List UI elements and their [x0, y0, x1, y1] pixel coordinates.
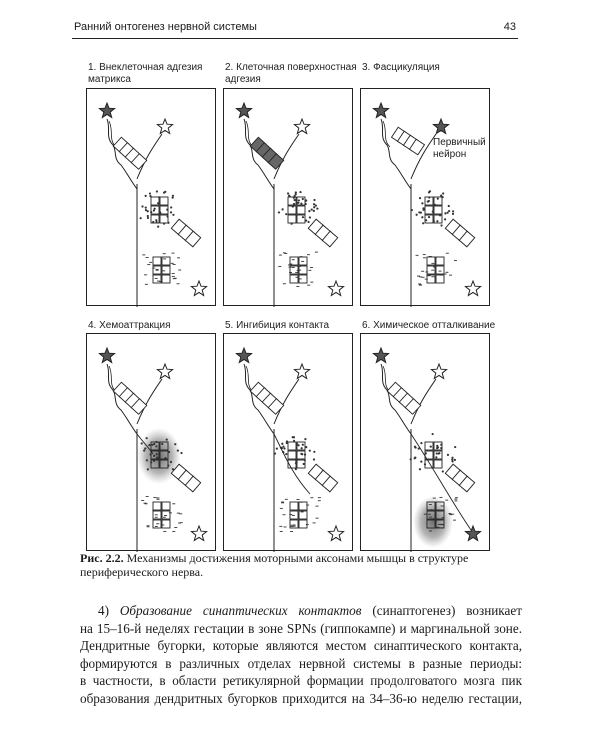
target-neuron-star — [191, 526, 206, 541]
molecule-dot — [143, 449, 145, 451]
molecule-dot — [180, 452, 182, 454]
target-cell — [299, 520, 307, 528]
figure-panel-4 — [86, 333, 216, 551]
panel-2-diagram — [224, 89, 354, 307]
molecule-dot — [436, 452, 438, 454]
molecule-dot — [170, 461, 172, 463]
molecule-dot — [163, 449, 165, 451]
lower-matrix-chain — [308, 219, 337, 247]
molecule-dot — [147, 215, 149, 217]
target-cell — [436, 266, 444, 274]
panel-1-diagram — [87, 89, 217, 307]
molecule-dot — [157, 202, 159, 204]
molecule-dot — [420, 212, 422, 214]
target-cell — [434, 451, 442, 459]
molecule-dot — [170, 211, 172, 213]
molecule-dot — [156, 190, 158, 192]
molecule-dot — [172, 195, 174, 197]
muscle-block-lower — [153, 257, 170, 283]
molecule-dot — [442, 470, 444, 472]
molecule-dot — [428, 216, 430, 218]
molecule-dot — [158, 460, 160, 462]
molecule-dot — [168, 451, 170, 453]
molecule-dot — [174, 443, 176, 445]
molecule-dot — [451, 458, 453, 460]
molecule-dot — [145, 206, 147, 208]
molecule-dot — [430, 445, 432, 447]
molecule-dot — [438, 452, 440, 454]
molecule-dot — [302, 444, 304, 446]
molecule-dot — [166, 209, 168, 211]
molecule-dot — [159, 212, 161, 214]
panel-4-diagram — [87, 334, 217, 552]
molecule-dot — [454, 446, 456, 448]
molecule-dot — [172, 214, 174, 216]
molecule-dot — [140, 217, 142, 219]
molecule-dot — [448, 205, 450, 207]
molecule-dot — [146, 437, 148, 439]
target-cell — [436, 257, 444, 265]
molecule-dot — [287, 192, 289, 194]
molecule-dot — [153, 460, 155, 462]
target-cell — [427, 257, 435, 265]
molecule-dot — [451, 457, 453, 459]
panel-5-diagram — [224, 334, 354, 552]
molecule-dot — [144, 447, 146, 449]
molecule-dot — [163, 223, 165, 225]
panel-label-3: 3. Фасцикуляция — [362, 62, 440, 73]
molecule-dot — [414, 457, 416, 459]
molecule-dot — [422, 209, 424, 211]
target-cell — [425, 442, 433, 450]
molecule-dot — [305, 199, 307, 201]
molecule-dot — [164, 457, 166, 459]
molecule-dot — [305, 203, 307, 205]
adhesion-molecules — [140, 190, 175, 227]
molecule-dot — [446, 212, 448, 214]
molecule-dot — [428, 196, 430, 198]
molecule-dot — [153, 209, 155, 211]
figure-panel-6 — [360, 333, 490, 551]
target-neuron-star — [328, 281, 343, 296]
molecule-dot — [285, 213, 287, 215]
molecule-dot — [149, 195, 151, 197]
molecule-dot — [153, 455, 155, 457]
figure-panel-2 — [223, 88, 353, 306]
target-cell — [151, 206, 159, 214]
molecule-dot — [436, 220, 438, 222]
target-cell — [297, 215, 305, 223]
target-cell — [288, 451, 296, 459]
molecule-dot — [439, 214, 441, 216]
molecule-dot — [432, 210, 434, 212]
molecule-dot — [421, 216, 423, 218]
muscle-block-upper — [288, 197, 305, 223]
molecule-dot — [436, 445, 438, 447]
lower-matrix-chain — [445, 464, 474, 492]
molecule-dot — [293, 440, 295, 442]
extracellular-matrix-chain — [113, 382, 146, 414]
molecule-dot — [167, 222, 169, 224]
running-header — [72, 18, 518, 39]
list-number: 4) — [98, 603, 120, 618]
figure-panel-3 — [360, 88, 490, 306]
molecule-dot — [304, 438, 306, 440]
molecule-dot — [161, 449, 163, 451]
motor-axon-branch — [246, 366, 253, 392]
target-cell — [434, 460, 442, 468]
muscle-block-upper — [425, 442, 442, 468]
molecule-dot — [433, 220, 435, 222]
molecule-dot — [419, 197, 421, 199]
molecule-dot — [153, 443, 155, 445]
target-cell — [290, 511, 298, 519]
molecule-dot — [155, 445, 157, 447]
target-cell — [162, 520, 170, 528]
molecule-dot — [451, 460, 453, 462]
adhesion-molecules — [274, 436, 316, 470]
molecule-dot — [313, 206, 315, 208]
figure-caption — [80, 551, 520, 579]
motor-neuron-star — [236, 103, 251, 118]
molecule-dot — [166, 213, 168, 215]
molecule-dot — [166, 215, 168, 217]
molecule-dot — [301, 447, 303, 449]
target-cell — [288, 442, 296, 450]
motor-neuron-star — [373, 103, 388, 118]
sensory-neuron-star — [431, 364, 446, 379]
adhesion-molecules — [278, 191, 319, 225]
molecule-dot — [454, 459, 456, 461]
target-neuron-star — [328, 526, 343, 541]
molecule-dot — [149, 192, 151, 194]
molecule-dot — [437, 198, 439, 200]
molecule-dot — [313, 458, 315, 460]
molecule-dot — [295, 468, 297, 470]
molecule-dot — [432, 446, 434, 448]
molecule-dot — [427, 201, 429, 203]
molecule-dot — [436, 447, 438, 449]
molecule-dot — [309, 216, 311, 218]
sensory-neuron-star — [294, 364, 309, 379]
molecule-dot — [448, 210, 450, 212]
molecule-dot — [440, 224, 442, 226]
target-cell — [162, 511, 170, 519]
lower-matrix-chain — [171, 219, 200, 247]
figure-caption-text: Механизмы достижения моторными аксонами мышцы в структуре периферического нерва. — [80, 551, 469, 579]
molecule-dot — [158, 196, 160, 198]
molecule-dot — [452, 213, 454, 215]
molecule-dot — [141, 205, 143, 207]
molecule-dot — [295, 459, 297, 461]
paragraph-line-1 — [80, 602, 522, 620]
molecule-dot — [425, 219, 427, 221]
target-cell — [153, 502, 161, 510]
paragraph-line-1-rest: (синаптогенез) возникает — [361, 603, 522, 618]
molecule-dot — [274, 452, 276, 454]
motor-axon-branch — [383, 121, 390, 147]
target-neuron-star — [191, 281, 206, 296]
molecule-dot — [302, 198, 304, 200]
molecule-dot — [167, 465, 169, 467]
primary-neuron-label: Первичный нейрон — [433, 137, 486, 160]
molecule-dot — [419, 468, 421, 470]
molecule-dot — [435, 456, 437, 458]
extracellular-matrix-chain — [387, 382, 420, 414]
molecule-dot — [150, 453, 152, 455]
figure-panel-1 — [86, 88, 216, 306]
molecule-dot — [309, 450, 311, 452]
molecule-dot — [145, 195, 147, 197]
molecule-dot — [307, 221, 309, 223]
molecule-dot — [442, 192, 444, 194]
molecule-dot — [292, 205, 294, 207]
molecule-dot — [300, 453, 302, 455]
chemorepellent-cloud — [413, 496, 453, 548]
target-neuron-star — [465, 526, 480, 541]
motor-axon-branch — [383, 366, 390, 392]
molecule-dot — [420, 442, 422, 444]
fasciculation-chain — [392, 127, 425, 155]
molecule-dot — [432, 433, 434, 435]
molecule-dot — [416, 214, 418, 216]
molecule-dot — [425, 452, 427, 454]
muscle-block-lower — [427, 257, 444, 283]
molecule-dot — [298, 199, 300, 201]
target-cell — [162, 502, 170, 510]
molecule-dot — [410, 458, 412, 460]
molecule-dot — [276, 448, 278, 450]
panel-label-1: 1. Внеклеточная адгезия матрикса — [88, 62, 203, 85]
molecule-dot — [158, 214, 160, 216]
molecule-dot — [442, 196, 444, 198]
lower-matrix-chain — [171, 464, 200, 492]
target-cell — [290, 275, 298, 283]
molecule-dot — [293, 203, 295, 205]
sensory-neuron-star — [157, 364, 172, 379]
molecule-dot — [164, 191, 166, 193]
paragraph-line-4: формируются в различных отделах нервной системы в разные периоды: — [80, 655, 522, 671]
molecule-dot — [289, 195, 291, 197]
molecule-dot — [145, 209, 147, 211]
paragraph-line-3: Дендритные бугорки, которые являются местом синаптического контакта, — [80, 638, 522, 654]
molecule-dot — [311, 208, 313, 210]
target-cell — [162, 275, 170, 283]
molecule-dot — [411, 209, 413, 211]
figure-caption-label: Рис. 2.2. — [80, 551, 124, 565]
molecule-dot — [293, 197, 295, 199]
molecule-dot — [278, 211, 280, 213]
lower-matrix-chain — [445, 219, 474, 247]
figure-panel-5 — [223, 333, 353, 551]
molecule-dot — [304, 459, 306, 461]
sensory-neuron-star — [294, 119, 309, 134]
molecule-dot — [147, 217, 149, 219]
molecule-dot — [150, 211, 152, 213]
primary-neuron-star — [433, 119, 448, 134]
molecule-dot — [315, 204, 317, 206]
molecule-dot — [308, 210, 310, 212]
motor-neuron-star — [373, 348, 388, 363]
molecule-dot — [428, 191, 430, 193]
paragraph-line-6: образования дендритных бугорков приходится на 34–36-ю неделю гестации, — [80, 690, 522, 706]
molecule-dot — [422, 222, 424, 224]
panel-3-diagram — [361, 89, 491, 307]
molecule-dot — [282, 208, 284, 210]
molecule-dot — [304, 454, 306, 456]
panel-label-2: 2. Клеточная поверхностная адгезия — [225, 62, 357, 85]
muscle-block-lower — [290, 502, 307, 528]
target-cell — [290, 502, 298, 510]
panel-label-6: 6. Химическое отталкивание — [362, 320, 496, 331]
adhesion-molecules — [411, 190, 454, 226]
paragraph-line-2: на 15–16-й неделях гестации в зоне SPNs (гиппокампе) и маргинальной зоне. — [80, 620, 522, 636]
molecule-dot — [440, 444, 442, 446]
adhesion-cell-chain — [250, 137, 283, 169]
molecule-dot — [146, 459, 148, 461]
molecule-dot — [170, 206, 172, 208]
motor-axon-branch — [109, 366, 116, 392]
molecule-dot — [313, 199, 315, 201]
target-cell — [434, 206, 442, 214]
extracellular-matrix-chain — [250, 382, 283, 414]
molecule-dot — [294, 199, 296, 201]
target-cell — [162, 266, 170, 274]
molecule-dot — [283, 447, 285, 449]
extracellular-matrix-chain — [113, 137, 146, 169]
molecule-dot — [434, 204, 436, 206]
molecule-dot — [444, 218, 446, 220]
molecule-dot — [281, 443, 283, 445]
molecule-dot — [177, 449, 179, 451]
motor-neuron-star — [99, 103, 114, 118]
motor-axon-branch — [109, 121, 116, 147]
molecule-dot — [300, 203, 302, 205]
molecule-dot — [313, 203, 315, 205]
panel-label-4: 4. Хемоаттракция — [88, 320, 171, 331]
molecule-dot — [299, 191, 301, 193]
molecule-dot — [316, 208, 318, 210]
target-cell — [297, 451, 305, 459]
panel-label-5: 5. Ингибиция контакта — [225, 320, 329, 331]
molecule-dot — [172, 197, 174, 199]
molecule-dot — [452, 210, 454, 212]
molecule-dot — [166, 438, 168, 440]
repellent-molecules — [279, 498, 321, 532]
molecule-dot — [296, 443, 298, 445]
target-cell — [427, 275, 435, 283]
molecule-dot — [285, 453, 287, 455]
running-header-title: Ранний онтогенез нервной системы — [74, 21, 257, 33]
molecule-dot — [156, 457, 158, 459]
molecule-dot — [295, 191, 297, 193]
target-cell — [153, 257, 161, 265]
target-cell — [162, 257, 170, 265]
molecule-dot — [157, 226, 159, 228]
molecule-dot — [447, 454, 449, 456]
target-cell — [425, 206, 433, 214]
panel-6-diagram — [361, 334, 491, 552]
molecule-dot — [305, 446, 307, 448]
molecule-dot — [440, 447, 442, 449]
motor-axon-branch — [246, 121, 253, 147]
molecule-dot — [161, 443, 163, 445]
molecule-dot — [152, 221, 154, 223]
molecule-dot — [141, 442, 143, 444]
molecule-dot — [414, 446, 416, 448]
target-cell — [436, 275, 444, 283]
molecule-dot — [155, 221, 157, 223]
target-cell — [297, 206, 305, 214]
paragraph-line-5: в частности, в области ретикулярной формации продолговатого мозга пик — [80, 673, 522, 689]
target-cell — [160, 197, 168, 205]
motor-neuron-star — [99, 348, 114, 363]
molecule-dot — [424, 463, 426, 465]
molecule-dot — [155, 441, 157, 443]
molecule-dot — [291, 223, 293, 225]
molecule-dot — [305, 220, 307, 222]
target-neuron-star — [465, 281, 480, 296]
molecule-dot — [297, 202, 299, 204]
molecule-dot — [303, 463, 305, 465]
molecule-dot — [292, 436, 294, 438]
molecule-dot — [156, 453, 158, 455]
molecule-dot — [421, 202, 423, 204]
page-number: 43 — [503, 21, 516, 33]
molecule-dot — [420, 461, 422, 463]
italic-term: Образование синаптических контактов — [119, 603, 362, 618]
molecule-dot — [150, 461, 152, 463]
molecule-dot — [286, 442, 288, 444]
molecule-dot — [302, 216, 304, 218]
molecule-dot — [313, 451, 315, 453]
molecule-dot — [313, 210, 315, 212]
molecule-dot — [444, 212, 446, 214]
molecule-dot — [295, 461, 297, 463]
target-cell — [288, 215, 296, 223]
motor-neuron-star — [236, 348, 251, 363]
target-cell — [299, 502, 307, 510]
body-paragraph — [80, 602, 522, 708]
molecule-dot — [148, 444, 150, 446]
molecule-dot — [147, 468, 149, 470]
sensory-neuron-star — [157, 119, 172, 134]
lower-matrix-chain — [308, 464, 337, 492]
